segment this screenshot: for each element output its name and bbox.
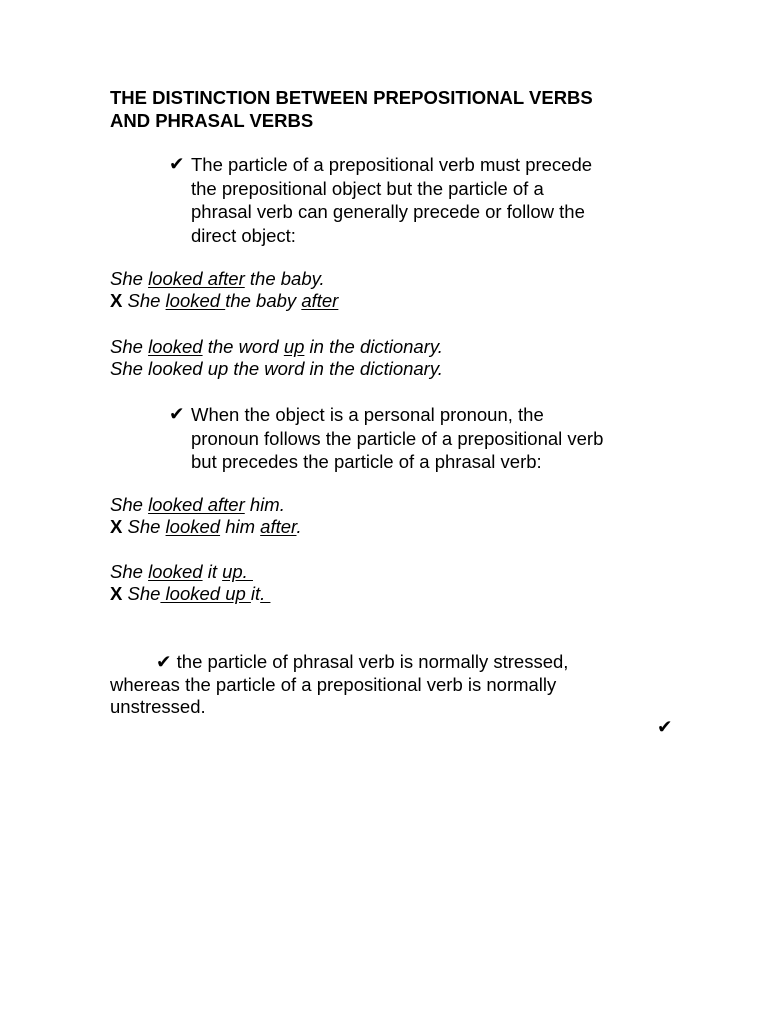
example-sentence: She looked up the word in the dictionary.: [110, 358, 443, 379]
underlined-particle: up.: [222, 561, 253, 582]
underlined-verb: looked: [148, 336, 203, 357]
incorrect-example-sentence: X She looked him after.: [110, 516, 302, 537]
check-icon: ✔: [169, 153, 185, 174]
bullet-point-1: [169, 153, 592, 247]
check-icon: ✔: [169, 403, 185, 424]
x-mark: X: [110, 290, 123, 311]
bullet-2-line-3: but precedes the particle of a phrasal verb:: [191, 451, 542, 472]
bullet-2-line-2: pronoun follows the particle of a prepositional verb: [191, 427, 604, 449]
underlined-particle: up: [283, 336, 305, 357]
underlined-particle: after: [301, 290, 339, 311]
underlined-verb: looked up: [160, 583, 251, 604]
bullet-2-line-1: When the object is a personal pronoun, the: [191, 404, 544, 425]
bullet-3-line-2: whereas the particle of a prepositional verb is normally: [110, 673, 557, 695]
check-icon: ✔: [156, 651, 172, 672]
bullet-point-3: [110, 651, 568, 719]
bullet-3-line-3: unstressed.: [110, 696, 206, 717]
underlined-particle: after: [260, 516, 297, 537]
incorrect-example-sentence: X She looked the baby after: [110, 290, 339, 311]
example-sentence: She looked after the baby.: [110, 268, 325, 289]
underlined-verb: looked after: [148, 494, 245, 515]
bullet-3-line-1: ✔ the particle of phrasal verb is normally stressed,: [156, 651, 569, 672]
bullet-1-line-3: phrasal verb can generally precede or follow the: [191, 201, 585, 222]
underlined-verb: looked: [165, 516, 221, 537]
x-mark: X: [110, 516, 123, 537]
underlined-verb: looked: [148, 561, 203, 582]
incorrect-example-sentence: X She looked up it.: [110, 583, 271, 604]
x-mark: X: [110, 583, 123, 604]
page-title: [110, 86, 593, 132]
underlined-verb: looked after: [148, 268, 245, 289]
example-sentence: She looked after him.: [110, 494, 285, 515]
title-line-1: THE DISTINCTION BETWEEN PREPOSITIONAL VERBS: [110, 87, 593, 108]
underlined-verb: looked: [165, 290, 226, 311]
title-line-2: AND PHRASAL VERBS: [110, 110, 314, 131]
bullet-1-line-1: The particle of a prepositional verb must precede: [191, 154, 593, 175]
check-icon: ✔: [657, 716, 673, 737]
example-sentence: She looked it up.: [110, 561, 253, 582]
bullet-point-2: [169, 403, 603, 474]
example-sentence: She looked the word up in the dictionary.: [110, 336, 443, 357]
bullet-1-line-2: the prepositional object but the particle of a: [191, 177, 544, 199]
underlined-punctuation: .: [260, 583, 271, 604]
bullet-1-line-4: direct object:: [191, 224, 296, 246]
